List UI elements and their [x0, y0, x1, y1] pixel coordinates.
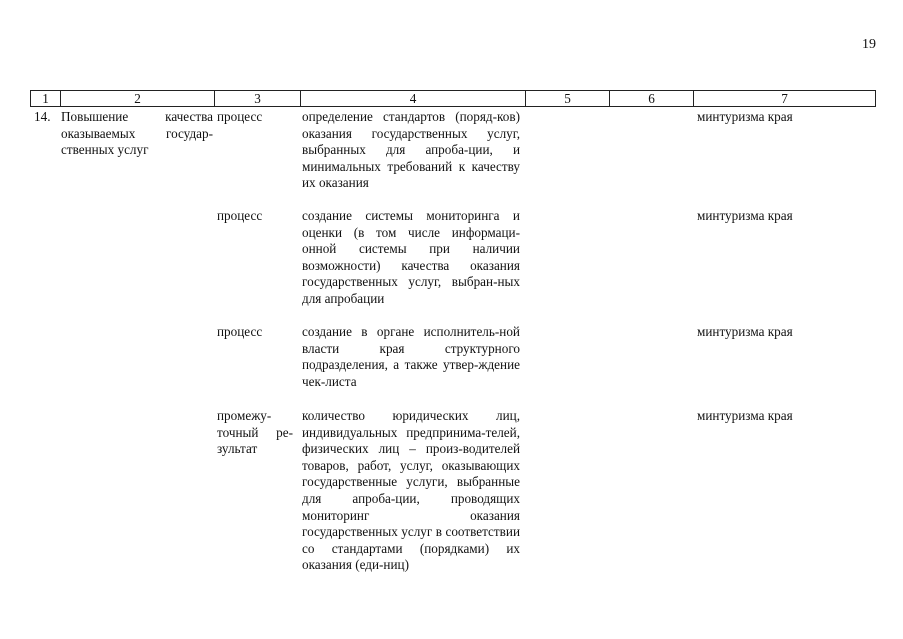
header-cell-6: 6 — [609, 91, 693, 106]
header-cell-1: 1 — [42, 91, 49, 106]
header-cell-3: 3 — [214, 91, 300, 106]
header-cell-5: 5 — [525, 91, 609, 106]
table-header-row — [30, 90, 876, 107]
header-cell-2: 2 — [60, 91, 214, 106]
entry-description: создание в органе исполнитель-ной власти края структурного подразделения, а также утвер-ждение чек-листа — [302, 324, 520, 389]
entry-type: процесс — [217, 208, 263, 223]
header-cell-4: 4 — [300, 91, 525, 106]
entry-description: создание системы мониторинга и оценки (в том числе информаци-онной системы при наличии возможности) качества оказания государственных услуг, выбран-ных для апробации — [302, 208, 520, 306]
entry-type: процесс — [217, 324, 263, 339]
entry-responsible: минтуризма края — [697, 109, 793, 124]
entry-description: определение стандартов (поряд-ков) оказания государственных услуг, выбранных для апроба-ции, и минимальных требований к качеству их оказания — [302, 109, 520, 191]
entry-type: процесс — [217, 109, 263, 124]
row-number: 14. — [34, 109, 51, 124]
row-name: Повышение качества оказываемых государ-ственных услуг — [61, 109, 213, 158]
entry-responsible: минтуризма края — [697, 324, 793, 339]
entry-description: количество юридических лиц, индивидуальных предпринима-телей, физических лиц – произ-водителей товаров, работ, услуг, оказывающих государственные услуги, выбранные для апроба-ции, проводящих мониторинг оказания государственных услуг в соответствии со стандартами (порядками) их оказания (еди-ниц) — [302, 408, 520, 573]
header-cell-7: 7 — [693, 91, 875, 106]
entry-responsible: минтуризма края — [697, 408, 793, 423]
entry-responsible: минтуризма края — [697, 208, 793, 223]
entry-type: промежу-точный ре-зультат — [217, 408, 293, 457]
page-number: 19 — [862, 37, 876, 52]
